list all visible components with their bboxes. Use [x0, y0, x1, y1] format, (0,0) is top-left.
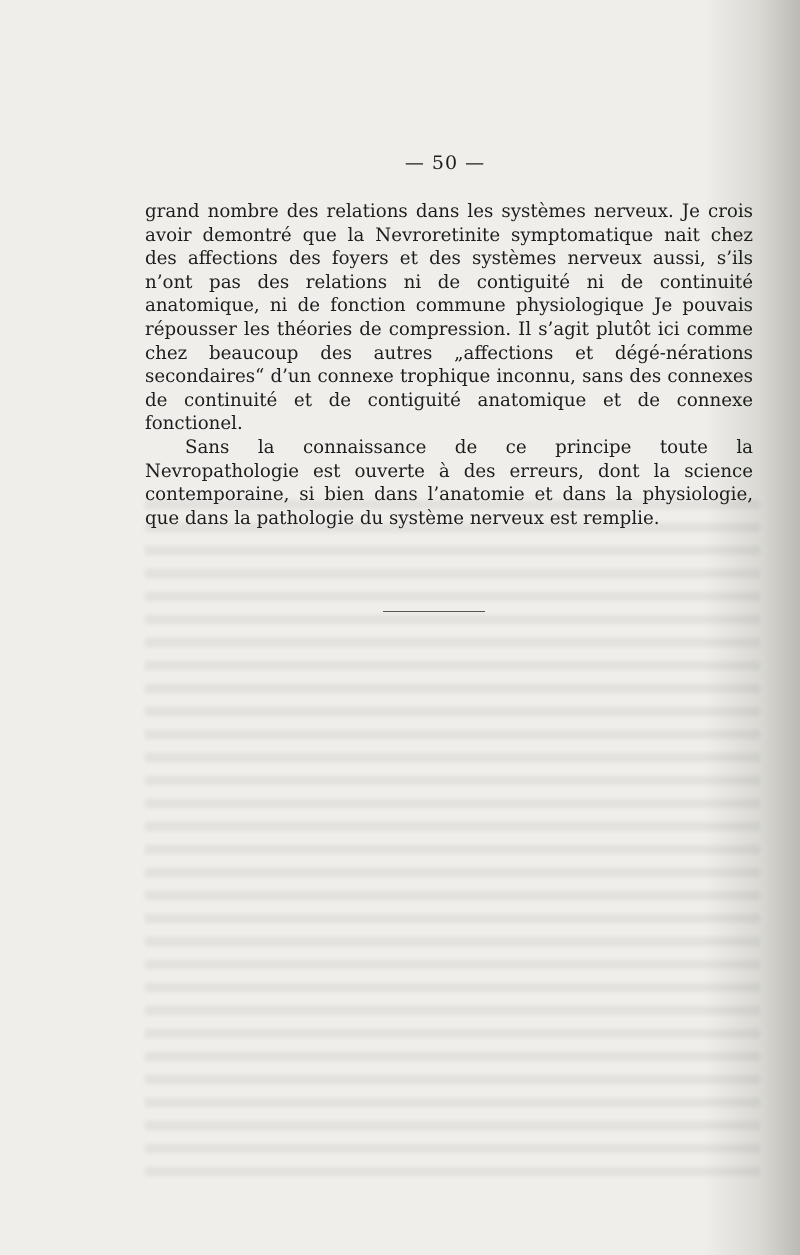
body-text	[145, 200, 753, 530]
reverse-page-show-through	[145, 500, 760, 1180]
page-number: — 50 —	[404, 152, 486, 174]
paragraph-2: Sans la connaissance de ce principe toute la Nevropathologie est ouverte à des erreurs, dont la science contemporaine, si bien dans l’anatomie et dans la physiologie, que dans la pathologie du système nerveux est remplie.	[145, 436, 753, 529]
section-divider	[383, 611, 485, 612]
paragraph-1: grand nombre des relations dans les systèmes nerveux. Je crois avoir demontré que la Nevroretinite symptomatique nait chez des affections des foyers et des systèmes nerveux aussi, s’ils n’ont pas des relations ni de contiguité ni de continuité anatomique, ni de fonction commune physiologique Je pouvais répousser les théories de compression. Il s’agit plutôt ici comme chez beaucoup des autres „affections et dégé-nérations secondaires“ d’un connexe trophique inconnu, sans des connexes de continuité et de contiguité anatomique et de connexe fonctionel.	[145, 201, 753, 435]
